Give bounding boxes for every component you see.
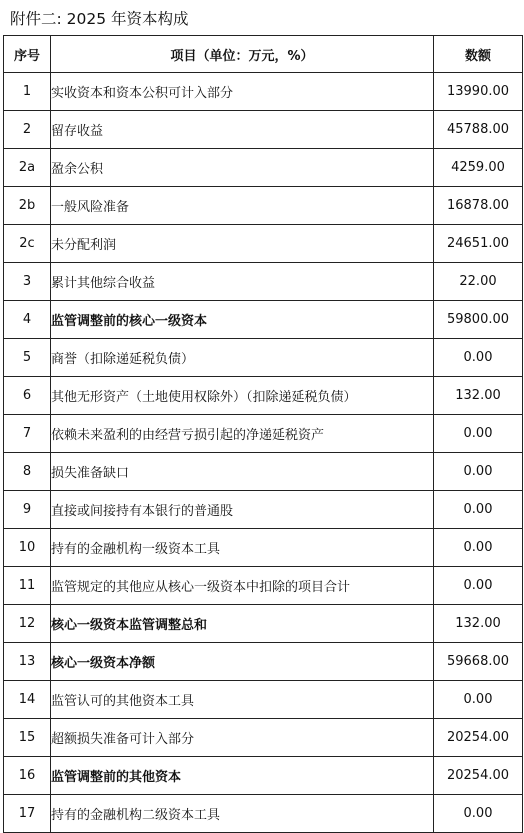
row-amount: 24651.00 [434, 225, 523, 263]
header-index: 序号 [4, 36, 51, 73]
row-item: 商誉（扣除递延税负债） [51, 339, 434, 377]
table-row [4, 415, 523, 453]
row-index: 6 [4, 377, 51, 415]
row-amount: 22.00 [434, 263, 523, 301]
table-row [4, 111, 523, 149]
row-amount: 0.00 [434, 415, 523, 453]
row-item: 累计其他综合收益 [51, 263, 434, 301]
row-item: 超额损失准备可计入部分 [51, 719, 434, 757]
row-index: 17 [4, 795, 51, 833]
row-amount: 0.00 [434, 339, 523, 377]
row-amount: 59800.00 [434, 301, 523, 339]
row-item: 一般风险准备 [51, 187, 434, 225]
row-index: 2b [4, 187, 51, 225]
row-index: 2c [4, 225, 51, 263]
table-body [4, 73, 523, 833]
capital-composition-table [3, 35, 523, 833]
table-row [4, 795, 523, 833]
table-row [4, 187, 523, 225]
table-row [4, 605, 523, 643]
table-row [4, 757, 523, 795]
row-index: 12 [4, 605, 51, 643]
row-index: 5 [4, 339, 51, 377]
row-amount: 0.00 [434, 491, 523, 529]
row-amount: 132.00 [434, 605, 523, 643]
row-index: 2 [4, 111, 51, 149]
table-row [4, 529, 523, 567]
table-row [4, 377, 523, 415]
row-index: 1 [4, 73, 51, 111]
row-amount: 20254.00 [434, 719, 523, 757]
row-amount: 0.00 [434, 453, 523, 491]
row-item: 监管规定的其他应从核心一级资本中扣除的项目合计 [51, 567, 434, 605]
row-index: 13 [4, 643, 51, 681]
row-item: 依赖未来盈利的由经营亏损引起的净递延税资产 [51, 415, 434, 453]
row-index: 11 [4, 567, 51, 605]
row-index: 3 [4, 263, 51, 301]
row-item: 核心一级资本监管调整总和 [51, 605, 434, 643]
row-index: 15 [4, 719, 51, 757]
row-item: 盈余公积 [51, 149, 434, 187]
row-amount: 0.00 [434, 529, 523, 567]
table-row [4, 149, 523, 187]
row-amount: 0.00 [434, 795, 523, 833]
table-header-row [4, 36, 523, 73]
row-item: 监管调整前的核心一级资本 [51, 301, 434, 339]
row-index: 7 [4, 415, 51, 453]
row-amount: 4259.00 [434, 149, 523, 187]
table-row [4, 567, 523, 605]
row-index: 9 [4, 491, 51, 529]
header-item: 项目（单位：万元，%） [51, 36, 434, 73]
row-item: 实收资本和资本公积可计入部分 [51, 73, 434, 111]
row-item: 持有的金融机构二级资本工具 [51, 795, 434, 833]
row-item: 持有的金融机构一级资本工具 [51, 529, 434, 567]
row-item: 其他无形资产（土地使用权除外）（扣除递延税负债） [51, 377, 434, 415]
table-row [4, 681, 523, 719]
page-title: 附件二: 2025 年资本构成 [10, 10, 189, 28]
table-row [4, 643, 523, 681]
table-row [4, 301, 523, 339]
row-amount: 13990.00 [434, 73, 523, 111]
row-item: 监管调整前的其他资本 [51, 757, 434, 795]
row-item: 未分配利润 [51, 225, 434, 263]
row-amount: 0.00 [434, 567, 523, 605]
table-row [4, 263, 523, 301]
row-index: 8 [4, 453, 51, 491]
header-amount: 数额 [434, 36, 523, 73]
row-amount: 132.00 [434, 377, 523, 415]
row-index: 4 [4, 301, 51, 339]
table-row [4, 225, 523, 263]
row-index: 10 [4, 529, 51, 567]
table-row [4, 719, 523, 757]
row-amount: 16878.00 [434, 187, 523, 225]
row-amount: 20254.00 [434, 757, 523, 795]
table-row [4, 453, 523, 491]
table-row [4, 339, 523, 377]
table-row [4, 491, 523, 529]
row-index: 14 [4, 681, 51, 719]
row-item: 直接或间接持有本银行的普通股 [51, 491, 434, 529]
row-amount: 0.00 [434, 681, 523, 719]
table-row [4, 73, 523, 111]
row-item: 监管认可的其他资本工具 [51, 681, 434, 719]
row-index: 2a [4, 149, 51, 187]
row-amount: 45788.00 [434, 111, 523, 149]
row-item: 核心一级资本净额 [51, 643, 434, 681]
row-amount: 59668.00 [434, 643, 523, 681]
row-index: 16 [4, 757, 51, 795]
row-item: 损失准备缺口 [51, 453, 434, 491]
row-item: 留存收益 [51, 111, 434, 149]
